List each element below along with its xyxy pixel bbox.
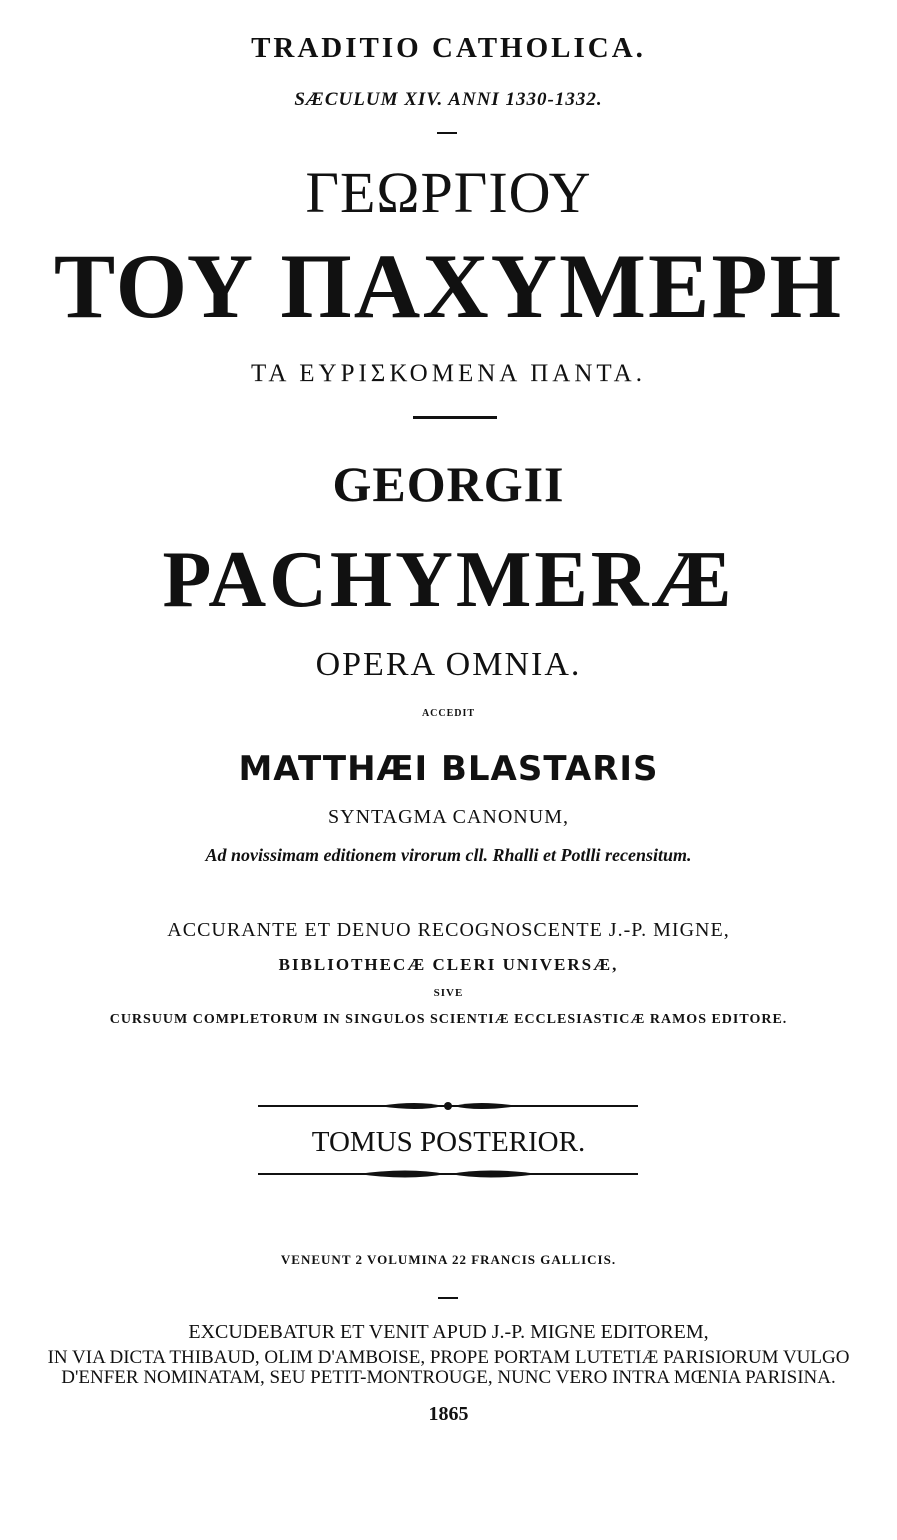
editor-line: ACCURANTE ET DENUO RECOGNOSCENTE J.-P. MIGNE, xyxy=(167,919,730,941)
greek-author-surname: ΤΟΥ ΠΑΧΥΜΕΡΗ xyxy=(53,235,844,337)
edition-note: Ad novissimam editionem virorum cll. Rhalli et Potlli recensitum. xyxy=(205,845,692,865)
series-title: TRADITIO CATHOLICA. xyxy=(251,32,646,64)
imprint-line-1: EXCUDEBATUR ET VENIT APUD J.-P. MIGNE EDITOREM, xyxy=(188,1321,709,1343)
price-line: VENEUNT 2 VOLUMINA 22 FRANCIS GALLICIS. xyxy=(280,1252,617,1267)
latin-author-surname: PACHYMERÆ xyxy=(162,536,735,624)
greek-author-first-name: ΓΕΩΡΓΙΟΥ xyxy=(305,160,592,225)
cursuum-line: CURSUUM COMPLETORUM IN SINGULOS SCIENTIÆ ECCLESIASTICÆ RAMOS EDITORE. xyxy=(109,1012,788,1027)
sive-line: SIVE xyxy=(433,987,464,999)
imprint-line-3: D'ENFER NOMINATAM, SEU PETIT-MONTROUGE, NUNC VERO INTRA MŒNIA PARISINA. xyxy=(61,1367,836,1388)
imprint-line-2: IN VIA DICTA THIBAUD, OLIM D'AMBOISE, PROPE PORTAM LUTETIÆ PARISIORUM VULGO xyxy=(47,1347,850,1368)
second-work-title: SYNTAGMA CANONUM, xyxy=(328,806,569,828)
short-rule xyxy=(437,132,457,134)
saeculum-line: SÆCULUM XIV. ANNI 1330-1332. xyxy=(294,89,603,110)
bibliotheca-line: BIBLIOTHECÆ CLERI UNIVERSÆ, xyxy=(278,955,619,974)
ornamental-rule-bottom xyxy=(258,1167,638,1181)
publication-year: 1865 xyxy=(428,1403,469,1425)
latin-author-first-name: GEORGII xyxy=(332,456,565,512)
short-rule-2 xyxy=(438,1297,458,1299)
greek-subtitle: ΤΑ ΕΥΡΙΣΚΟΜΕΝΑ ΠΑΝΤΑ. xyxy=(251,360,646,387)
second-author: MATTHÆI BLASTARIS xyxy=(238,749,659,789)
ornamental-rule-top xyxy=(258,1099,638,1113)
accedit-label: ACCEDIT xyxy=(421,708,476,719)
latin-subtitle: OPERA OMNIA. xyxy=(315,646,582,683)
divider-rule xyxy=(413,416,497,419)
volume-label: TOMUS POSTERIOR. xyxy=(311,1126,586,1158)
